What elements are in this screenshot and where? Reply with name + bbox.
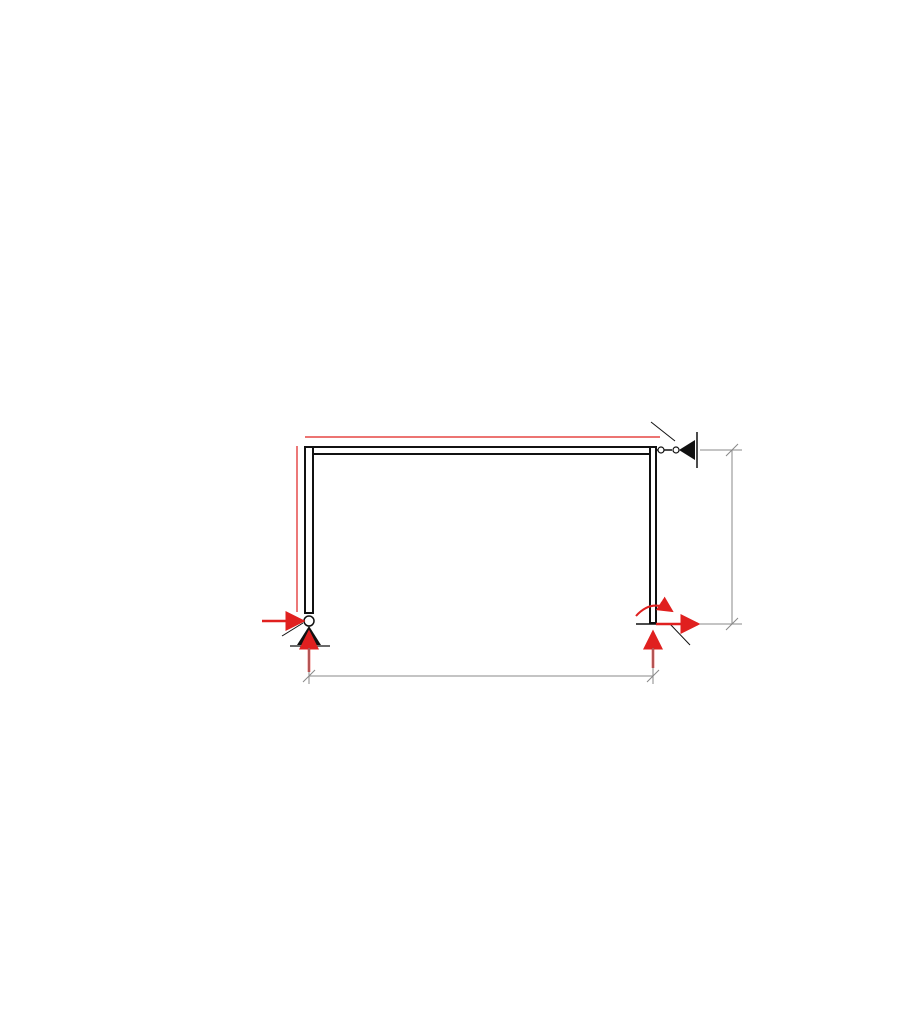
horizontal-prop	[651, 422, 697, 468]
span-dimension	[303, 648, 659, 684]
fixed-support-d	[636, 624, 690, 645]
pinned-leader-line	[282, 623, 303, 636]
column-ab	[305, 447, 313, 613]
frame	[305, 447, 656, 623]
beam-bc	[305, 447, 656, 454]
fixed-leader-line	[670, 624, 690, 645]
column-cd	[650, 447, 656, 623]
prop-leader-line	[651, 422, 675, 441]
height-dimension	[700, 444, 742, 630]
